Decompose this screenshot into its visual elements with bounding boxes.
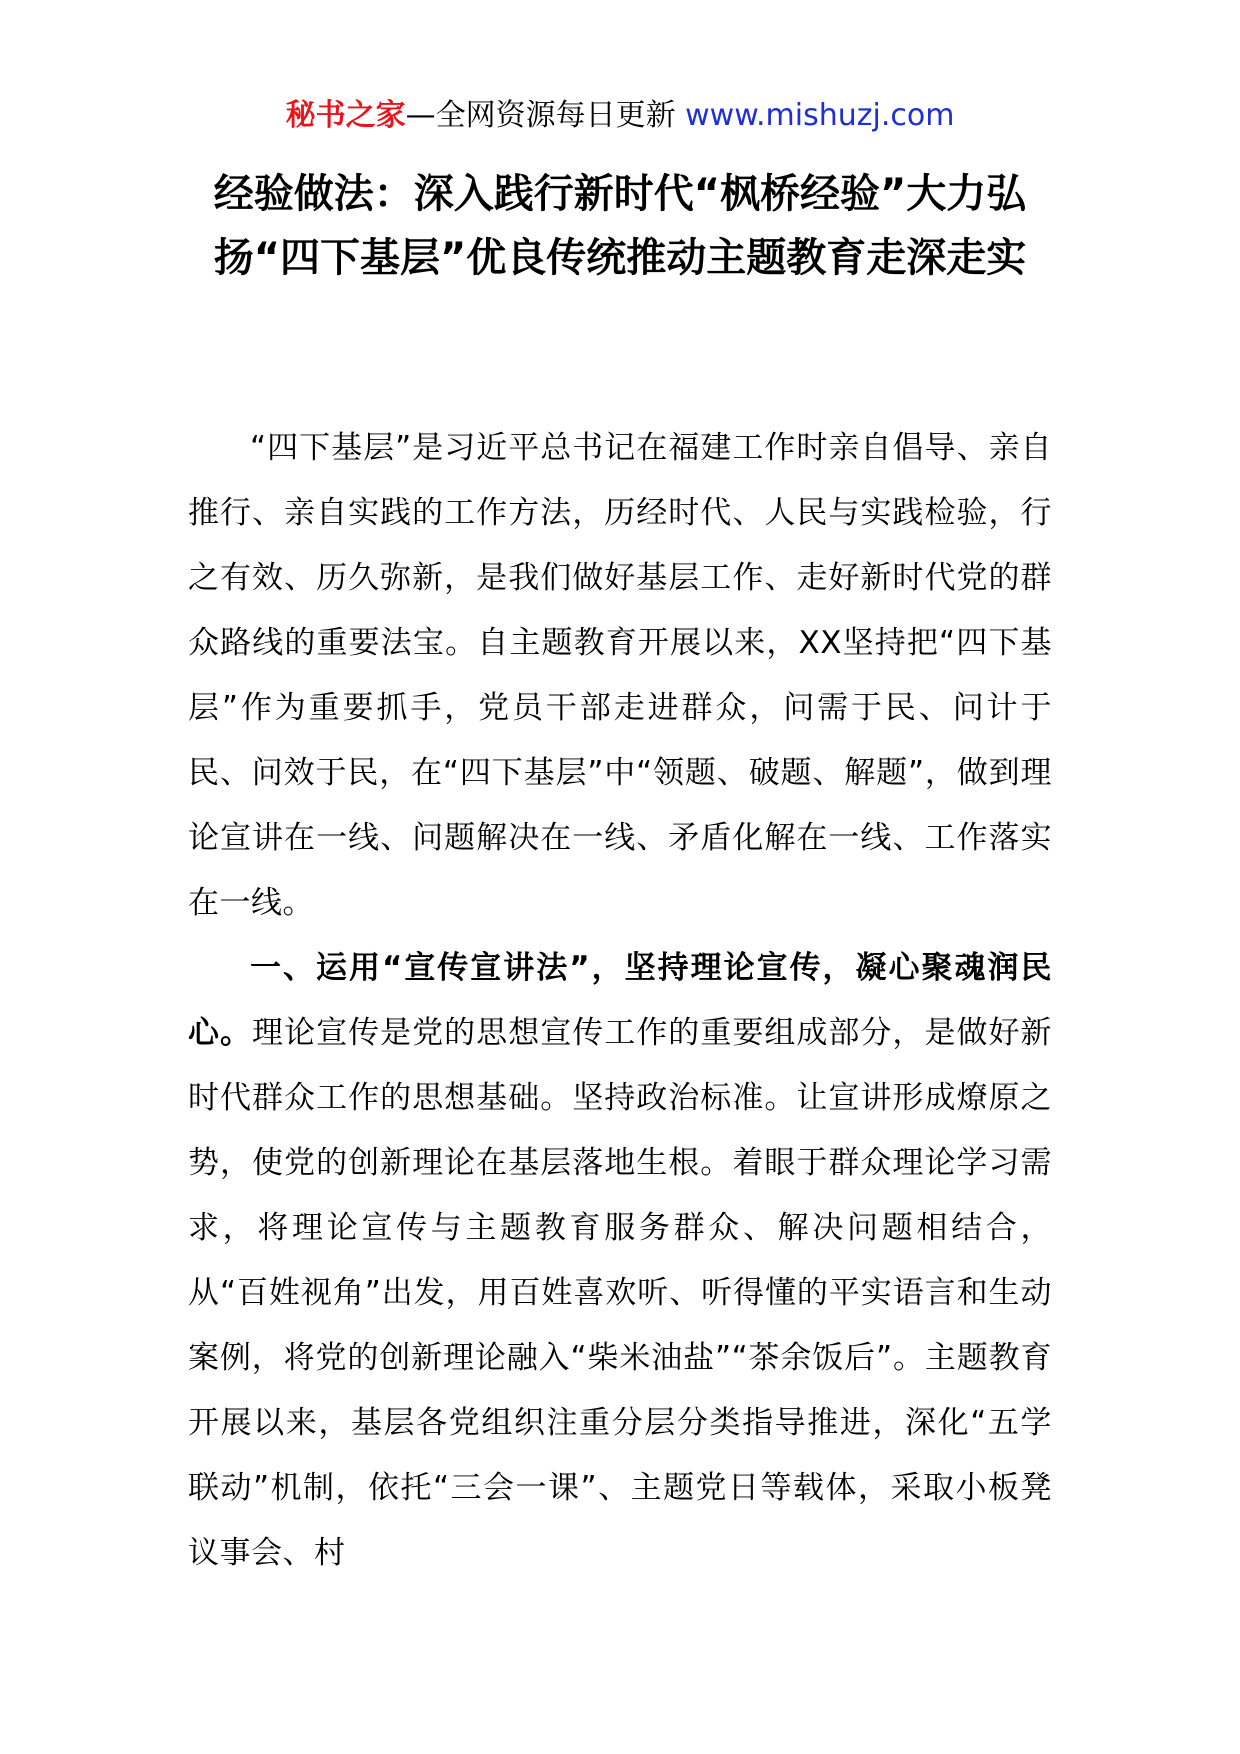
paragraph-section-one <box>188 936 1052 1586</box>
header-tagline: —全网资源每日更新 <box>405 98 676 133</box>
paragraph-text: “四下基层”是习近平总书记在福建工作时亲自倡导、亲自推行、亲自实践的工作方法，历经时代、人民与实践检验，行之有效、历久弥新，是我们做好基层工作、走好新时代党的群众路线的重要法宝。自主题教育开展以来，XX坚持把“四下基层”作为重要抓手，党员干部走进群众，问需于民、问计于民、问效于民，在“四下基层”中“领题、破题、解题”，做到理论宣讲在一线、问题解决在一线、矛盾化解在一线、工作落实在一线。 <box>188 430 1052 921</box>
paragraph-intro <box>188 416 1052 936</box>
brand-name: 秘书之家 <box>285 98 406 133</box>
document-body <box>188 416 1052 1586</box>
document-title: 经验做法：深入践行新时代“枫桥经验”大力弘扬“四下基层”优良传统推动主题教育走深走实 <box>213 171 1027 281</box>
paragraph-text: 理论宣传是党的思想宣传工作的重要组成部分，是做好新时代群众工作的思想基础。坚持政治标准。让宣讲形成燎原之势，使党的创新理论在基层落地生根。着眼于群众理论学习需求，将理论宣传与主题教育服务群众、解决问题相结合，从“百姓视角”出发，用百姓喜欢听、听得懂的平实语言和生动案例，将党的创新理论融入“柴米油盐”“茶余饭后”。主题教育开展以来，基层各党组织注重分层分类指导推进，深化“五学联动”机制，依托“三会一课”、主题党日等载体，采取小板凳议事会、村 <box>188 1015 1053 1571</box>
site-header <box>0 96 1240 136</box>
section-heading: 一、运用“宣传宣讲法”，坚持理论宣传，凝心聚魂润民心。 <box>188 950 1052 1051</box>
website-link[interactable]: www.mishuzj.com <box>685 98 955 133</box>
